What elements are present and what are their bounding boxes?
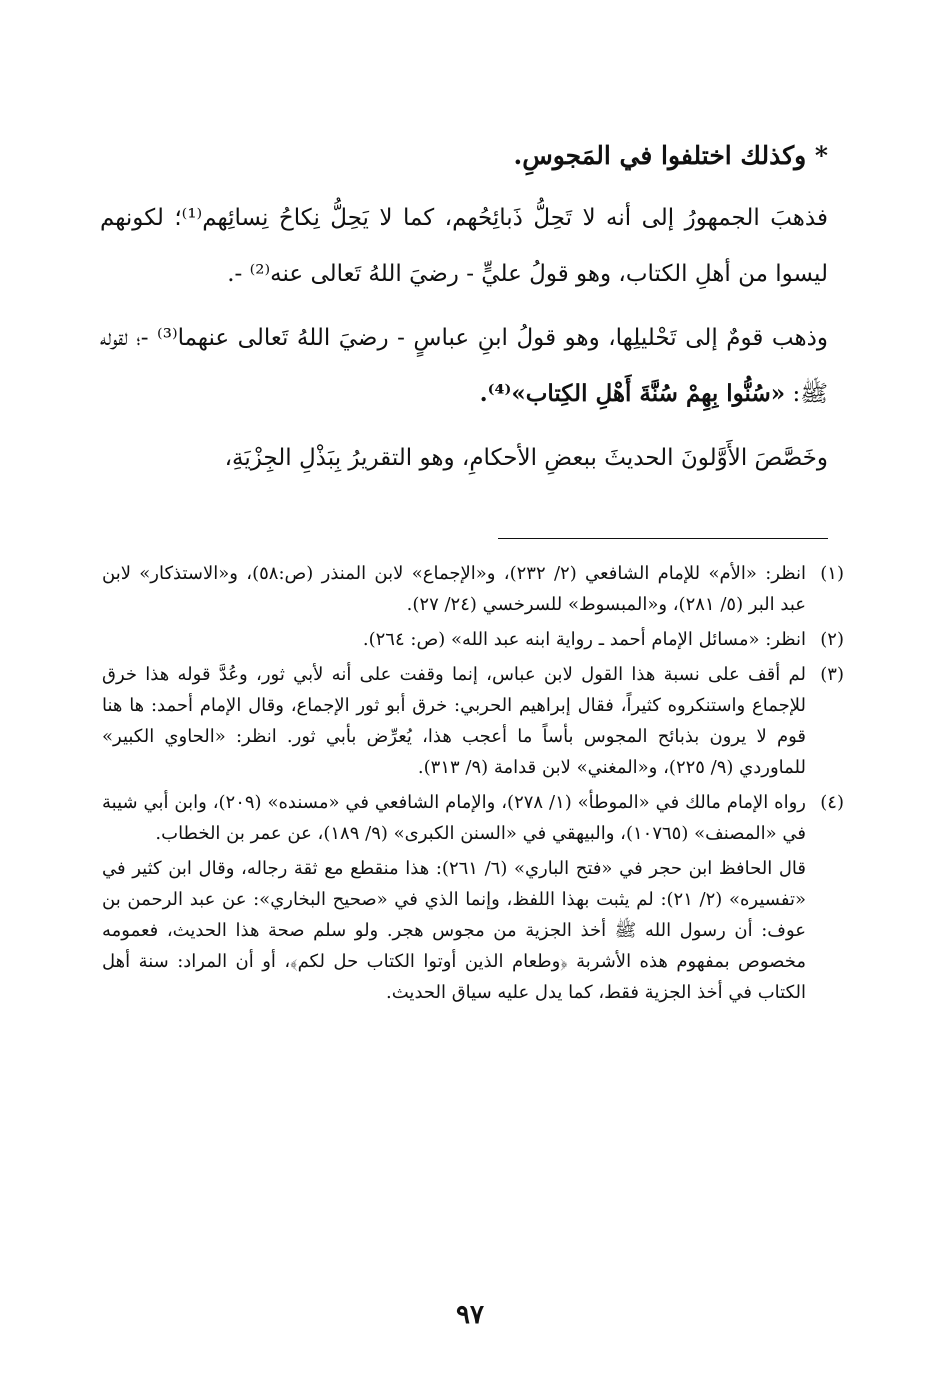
footnote-number: (٣) — [820, 664, 844, 685]
page-number: ٩٧ — [456, 1300, 484, 1330]
footnote-separator — [498, 538, 828, 539]
footnote-text: رواه الإمام مالك في «الموطأ» (١/ ٢٧٨)، والإمام الشافعي في «مسنده» (٢٠٩)، وابن أبي شيبة في «المصنف» (١٠٧٦٥)، والبيهقي في «السنن الكبرى» (٩/ ١٨٩)، عن عمر بن الخطاب. — [102, 792, 806, 844]
footnote-number: (١) — [820, 563, 844, 584]
footnote-number: (٢) — [820, 629, 844, 650]
footnote-number: (٤) — [820, 792, 844, 813]
paragraph-majority-view: فذهبَ الجمهورُ إلى أنه لا تَحِلُّ ذَبائِحُهم، كما لا يَحِلُّ نِكاحُ نِسائِهم⁽¹⁾؛ لكونهم ليسوا من أهلِ الكتاب، وهو قولُ عليٍّ - رضيَ اللهُ تَعالى عنه⁽²⁾ -. — [100, 205, 828, 287]
footnote-text: انظر: «الأم» للإمام الشافعي (٢/ ٢٣٢)، و«الإجماع» لابن المنذر (ص:٥٨)، و«الاستذكار» لابن عبد البر (٥/ ٢٨١)، و«المبسوط» للسرخسي (٢٤/ ٢٧). — [102, 563, 806, 615]
section-heading: * وكذلك اختلفوا في المَجوسِ. — [513, 141, 828, 170]
footnote-text: انظر: «مسائل الإمام أحمد ـ رواية ابنه عبد الله» (ص: ٢٦٤). — [362, 629, 806, 650]
footnote-1 — [102, 558, 844, 620]
paragraph-permitting-view — [100, 310, 828, 422]
footnote-3 — [102, 659, 844, 783]
footnote-2 — [102, 624, 844, 655]
footnote-4 — [102, 787, 844, 849]
main-text-block — [100, 132, 828, 494]
hadith-quote: «سُنُّوا بِهِمْ سُنَّةَ أَهْلِ الكِتاب»⁽⁴⁾. — [479, 380, 786, 407]
paragraph-specification: وخَصَّصَ الأَوَّلونَ الحديثَ ببعضِ الأحكامِ، وهو التقريرُ بِبَذْلِ الجِزْيَةِ، — [224, 445, 828, 471]
footnote-4-continuation: قال الحافظ ابن حجر في «فتح الباري» (٦/ ٢٦١): هذا منقطع مع ثقة رجاله، وقال ابن كثير في «تفسيره» (٢/ ٢١): لم يثبت بهذا اللفظ، وإنما الذي في «صحيح البخاري»: عن عبد الرحمن بن عوف: أن رسول الله ﷺ أخذ الجزية من مجوس هجر. ولو سلم صحة هذا الحديث، فعمومه مخصوص بمفهوم هذه الأشربة ﴿وطعام الذين أوتوا الكتاب حل لكم﴾، أو أن المراد: سنة أهل الكتاب في أخذ الجزية فقط، كما يدل عليه سياق الحديث. — [102, 858, 806, 1003]
paragraph-permitting-text: وذهب قومٌ إلى تَحْليلِها، وهو قولُ ابنِ عباسٍ - رضيَ اللهُ تَعالى عنهما⁽³⁾ -؛ لقوله ﷺ: — [100, 325, 828, 407]
footnote-text: لم أقف على نسبة هذا القول لابن عباس، إنما وقفت على أنه لأبي ثور، وعُدَّ قوله هذا خرق للإجماع واستنكروه كثيراً، فقال إبراهيم الحربي: خرق أبو ثور الإجماع، وقال الإمام أحمد: ها هنا قوم لا يرون بذبائح المجوس بأساً ما أعجب هذا، يُعرِّض بأبي ثور. انظر: «الحاوي الكبير» للماوردي (٩/ ٢٢٥)، و«المغني» لابن قدامة (٩/ ٣١٣). — [102, 664, 806, 778]
footnotes-section — [102, 558, 844, 1008]
